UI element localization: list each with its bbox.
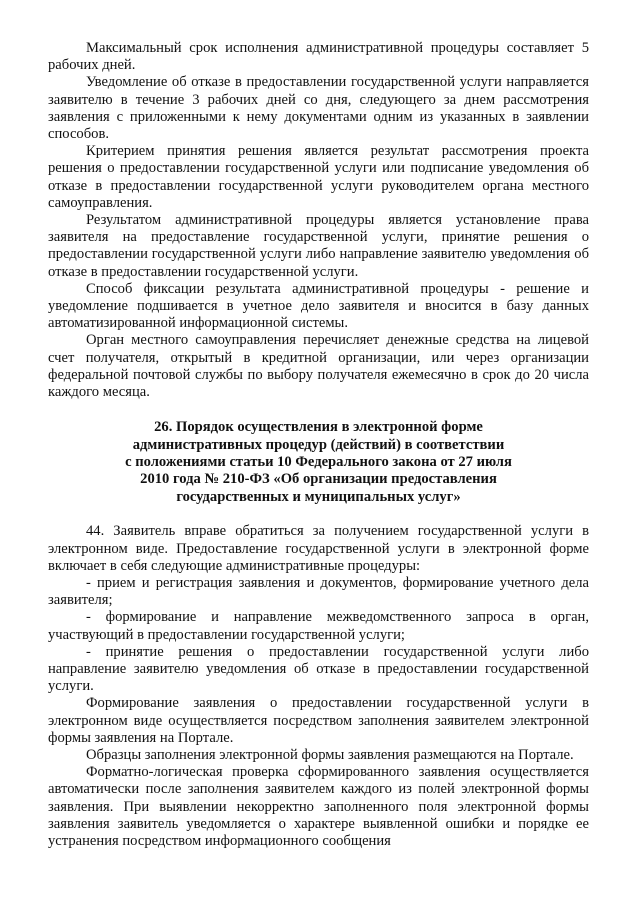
list-item-interagency-request: - формирование и направление межведомственного запроса в орган, участвующий в предоставлении государственной услуги; bbox=[48, 609, 589, 643]
section-heading-line: государственных и муниципальных услуг» bbox=[176, 488, 461, 505]
section-heading-line: 2010 года № 210-ФЗ «Об организации предоставления bbox=[140, 471, 497, 488]
paragraph-format-check: Форматно-логическая проверка сформированного заявления осуществляется автоматически после заполнения заявителем каждого из полей электронной формы заявления. При выявлении некорректно заполненного поля электронной формы заявления заявитель уведомляется о характере выявленной ошибки и порядке ее устранения посредством информационного сообщения bbox=[48, 764, 589, 849]
list-item-registration: - прием и регистрация заявления и документов, формирование учетного дела заявителя; bbox=[48, 574, 589, 609]
section-heading bbox=[48, 419, 589, 506]
paragraph-max-term: Максимальный срок исполнения административной процедуры составляет 5 рабочих дней. bbox=[48, 40, 589, 74]
paragraph-result-recording: Способ фиксации результата административной процедуры - решение и уведомление подшивается в учетное дело заявителя и вносится в базу данных автоматизированной информационной системы. bbox=[48, 280, 589, 332]
paragraph-decision-criterion: Критерием принятия решения является результат рассмотрения проекта решения о предоставлении государственной услуги или подписание уведомления об отказе в предоставлении государственной услуги руководителем органа местного самоуправления. bbox=[48, 143, 589, 211]
paragraph-electronic-form: 44. Заявитель вправе обратиться за получением государственной услуги в электронном виде. Предоставление государственной услуги в электронной форме включает в себя следующие административные процедуры: bbox=[48, 523, 589, 574]
section-heading-line: административных процедур (действий) в соответствии bbox=[132, 436, 505, 453]
paragraph-application-forming: Формирование заявления о предоставлении государственной услуги в электронном виде осуществляется посредством заполнения заявителем электронной формы заявления на Портале. bbox=[48, 695, 589, 746]
paragraph-refusal-notice: Уведомление об отказе в предоставлении государственной услуги направляется заявителю в течение 3 рабочих дней со дня, следующего за днем рассмотрения заявления с приложенными к нему документами одним из указанных в заявлении способов. bbox=[48, 74, 589, 143]
paragraph-payment-transfer: Орган местного самоуправления перечисляет денежные средства на лицевой счет получателя, открытый в кредитной организации, или через организации федеральной почтовой службы по выбору получателя ежемесячно в срок до 20 числа каждого месяца. bbox=[48, 332, 589, 401]
section-heading-line: 26. Порядок осуществления в электронной форме bbox=[154, 419, 483, 436]
section-heading-line: с положениями статьи 10 Федерального закона от 27 июля bbox=[125, 454, 512, 471]
document-page bbox=[48, 40, 589, 850]
paragraph-samples: Образцы заполнения электронной формы заявления размещаются на Портале. bbox=[86, 746, 574, 763]
paragraph-procedure-result: Результатом административной процедуры является установление права заявителя на предоставление государственной услуги, принятие решения о предоставлении государственной услуги либо направление заявителю уведомления об отказе в предоставлении государственной услуги. bbox=[48, 212, 589, 280]
list-item-decision: - принятие решения о предоставлении государственной услуги либо направление заявителю уведомления об отказе в предоставлении государственной услуги. bbox=[48, 643, 589, 695]
